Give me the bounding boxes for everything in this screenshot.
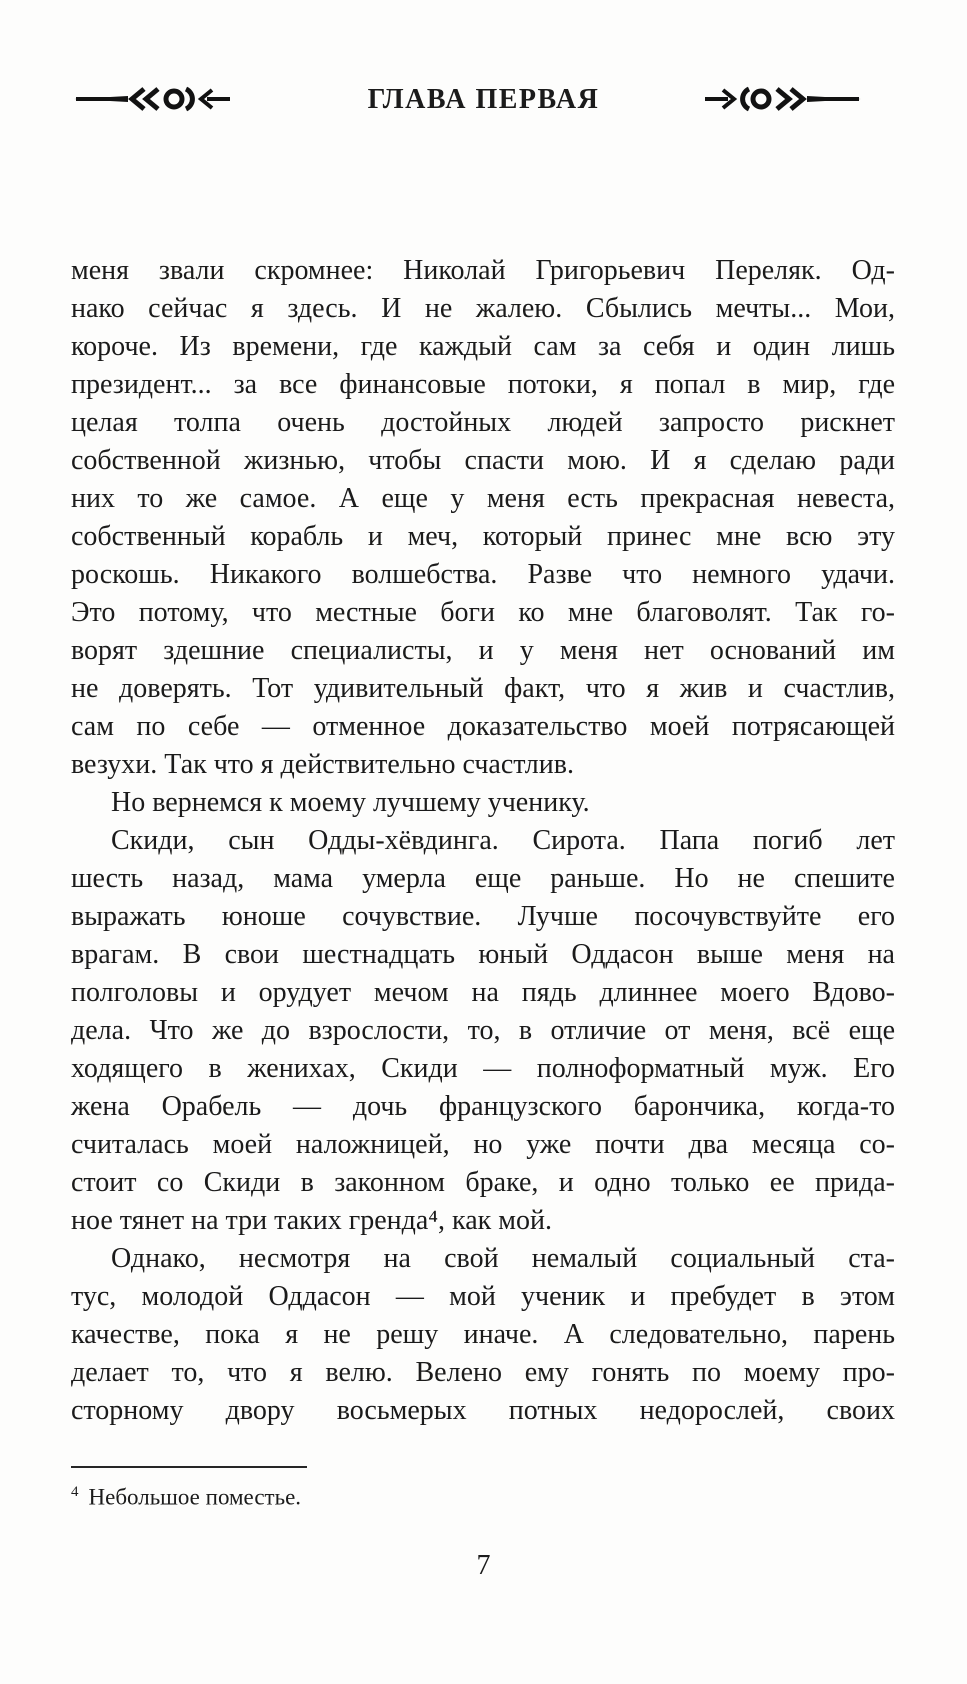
text-line: ходящего в женихах, Скиди — полноформатный муж. Его	[71, 1053, 895, 1084]
text-line: ворят здешние специалисты, и у меня нет оснований им	[71, 635, 895, 666]
text-line: тус, молодой Оддасон — мой ученик и пребудет в этом	[71, 1281, 895, 1312]
text-line: короче. Из времени, где каждый сам за себя и один лишь	[71, 331, 895, 362]
text-line: ное тянет на три таких гренда⁴, как мой.	[71, 1205, 552, 1236]
text-line: Скиди, сын Одды-хёвдинга. Сирота. Папа погиб лет	[111, 825, 895, 856]
chapter-title: ГЛАВА ПЕРВАЯ	[367, 84, 600, 115]
page-number: 7	[476, 1550, 491, 1581]
text-line: Однако, несмотря на свой немалый социальный ста-	[111, 1243, 895, 1274]
paragraph	[71, 252, 895, 784]
text-line: врагам. В свои шестнадцать юный Оддасон выше меня на	[71, 939, 895, 970]
text-line: Но вернемся к моему лучшему ученику.	[111, 787, 590, 818]
chapter-ornament-right-icon	[701, 86, 861, 112]
footnote-rule	[71, 1466, 307, 1468]
text-line: Это потому, что местные боги ко мне благоволят. Так го-	[71, 597, 895, 628]
text-line: роскошь. Никакого волшебства. Разве что немного удачи.	[71, 559, 895, 590]
paragraph	[71, 1240, 895, 1430]
text-line: везухи. Так что я действительно счастлив.	[71, 749, 574, 780]
text-line: дела. Что же до взрослости, то, в отличие от меня, всё еще	[71, 1015, 895, 1046]
text-line: выражать юноше сочувствие. Лучше посочувствуйте его	[71, 901, 895, 932]
chapter-header	[0, 84, 967, 124]
text-line: сторному двору восьмерых потных недорослей, своих	[71, 1395, 895, 1426]
text-line: нако сейчас я здесь. И не жалею. Сбылись мечты... Мои,	[71, 293, 895, 324]
text-line: шесть назад, мама умерла еще раньше. Но не спешите	[71, 863, 895, 894]
text-line: сам по себе — отменное доказательство моей потрясающей	[71, 711, 895, 742]
text-line: не доверять. Тот удивительный факт, что я жив и счастлив,	[71, 673, 895, 704]
text-line: меня звали скромнее: Николай Григорьевич Переляк. Од-	[71, 255, 895, 286]
text-line: делает то, что я велю. Велено ему гонять по моему про-	[71, 1357, 895, 1388]
paragraph	[71, 784, 895, 822]
footnote-marker: 4	[71, 1484, 79, 1500]
text-line: собственной жизнью, чтобы спасти мою. И я сделаю ради	[71, 445, 895, 476]
footnote-area	[71, 1466, 895, 1512]
text-line: считалась моей наложницей, но уже почти два месяца со-	[71, 1129, 895, 1160]
text-block	[71, 252, 895, 1430]
paragraph	[71, 822, 895, 1240]
book-page	[0, 84, 967, 1684]
text-line: целая толпа очень достойных людей запросто рискнет	[71, 407, 895, 438]
text-line: стоит со Скиди в законном браке, и одно только ее прида-	[71, 1167, 895, 1198]
text-line: собственный корабль и меч, который принес мне всю эту	[71, 521, 895, 552]
text-line: президент... за все финансовые потоки, я попал в мир, где	[71, 369, 895, 400]
text-line: жена Орабель — дочь французского барончика, когда-то	[71, 1091, 895, 1122]
footnote	[71, 1478, 895, 1512]
text-line: качестве, пока я не решу иначе. А следовательно, парень	[71, 1319, 895, 1350]
footnote-label: Небольшое поместье.	[88, 1484, 302, 1510]
text-line: полголовы и орудует мечом на пядь длиннее моего Вдово-	[71, 977, 895, 1008]
text-line: них то же самое. А еще у меня есть прекрасная невеста,	[71, 483, 895, 514]
